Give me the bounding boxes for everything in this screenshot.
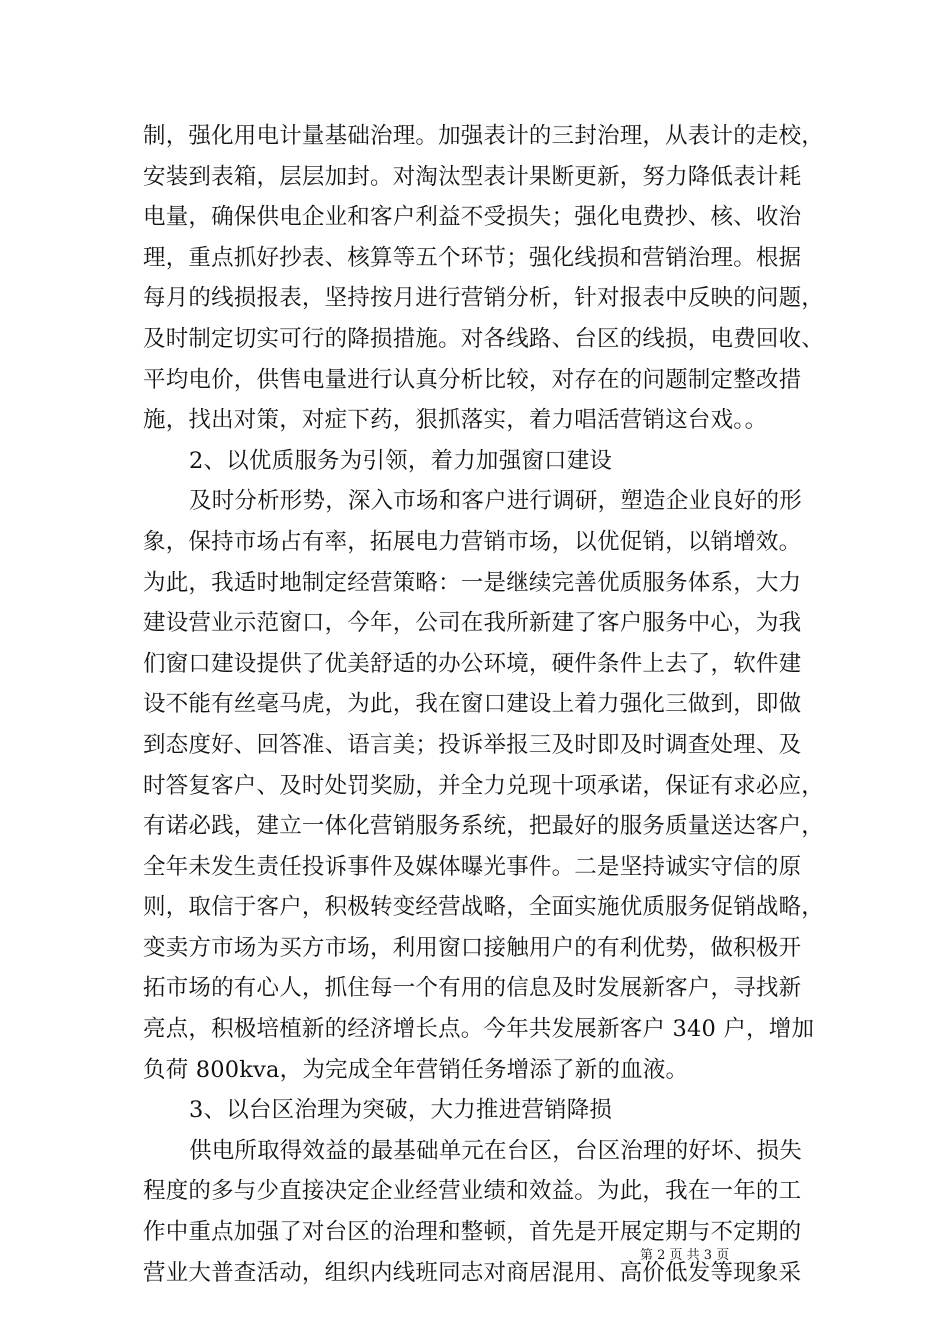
text-line: 全年未发生责任投诉事件及媒体曝光事件。二是坚持诚实守信的原 xyxy=(143,853,802,880)
text-line: 拓市场的有心人，抓住每一个有用的信息及时发展新客户，寻找新 xyxy=(143,975,802,1002)
text-line: 每月的线损报表，坚持按月进行营销分析，针对报表中反映的问题， xyxy=(143,285,825,312)
text-line: 理，重点抓好抄表、核算等五个环节；强化线损和营销治理。根据 xyxy=(143,244,802,271)
section-heading: 2、以优质服务为引领，着力加强窗口建设 xyxy=(189,447,613,474)
text-line: 营业大普查活动，组织内线班同志对商居混用、高价低发等现象采 xyxy=(143,1259,802,1286)
text-line: 电量，确保供电企业和客户利益不受损失；强化电费抄、核、收治 xyxy=(143,204,802,231)
text-line: 则，取信于客户，积极转变经营战略，全面实施优质服务促销战略， xyxy=(143,894,825,921)
text-line: 时答复客户、及时处罚奖励，并全力兑现十项承诺，保证有求必应， xyxy=(143,772,825,799)
text-line: 们窗口建设提供了优美舒适的办公环境，硬件条件上去了，软件建 xyxy=(143,650,802,677)
text-line: 安装到表箱，层层加封。对淘汰型表计果断更新，努力降低表计耗 xyxy=(143,163,802,190)
text-line: 施，找出对策，对症下药，狠抓落实，着力唱活营销这台戏。。 xyxy=(143,407,768,434)
text-line: 建设营业示范窗口，今年，公司在我所新建了客户服务中心，为我 xyxy=(143,610,802,637)
document-body xyxy=(143,116,831,1293)
text-line: 负荷 800kva，为完成全年营销任务增添了新的血液。 xyxy=(143,1056,689,1083)
section-heading: 3、以台区治理为突破，大力推进营销降损 xyxy=(189,1097,613,1124)
text-line: 象，保持市场占有率，拓展电力营销市场，以优促销，以销增效。 xyxy=(143,528,802,555)
text-line: 及时制定切实可行的降损措施。对各线路、台区的线损，电费回收、 xyxy=(143,325,825,352)
paragraph-first-line: 及时分析形势，深入市场和客户进行调研，塑造企业良好的形 xyxy=(189,488,802,515)
text-line: 程度的多与少直接决定企业经营业绩和效益。为此，我在一年的工 xyxy=(143,1178,802,1205)
text-line: 作中重点加强了对台区的治理和整顿，首先是开展定期与不定期的 xyxy=(143,1219,802,1246)
text-line: 有诺必践，建立一体化营销服务系统，把最好的服务质量送达客户， xyxy=(143,813,825,840)
text-line: 制，强化用电计量基础治理。加强表计的三封治理，从表计的走校， xyxy=(143,123,825,149)
text-line: 变卖方市场为买方市场，利用窗口接触用户的有利优势，做积极开 xyxy=(143,934,802,961)
text-line: 亮点，积极培植新的经济增长点。今年共发展新客户 340 户，增加 xyxy=(143,1016,815,1043)
text-line: 设不能有丝毫马虎，为此，我在窗口建设上着力强化三做到，即做 xyxy=(143,691,802,718)
page-number-footer: 第 2 页 共 3 页 xyxy=(640,1248,730,1263)
text-line: 到态度好、回答准、语言美；投诉举报三及时即及时调查处理、及 xyxy=(143,731,802,758)
text-line: 为此，我适时地制定经营策略：一是继续完善优质服务体系，大力 xyxy=(143,569,802,596)
paragraph-first-line: 供电所取得效益的最基础单元在台区，台区治理的好坏、损失 xyxy=(189,1137,802,1164)
text-line: 平均电价，供售电量进行认真分析比较，对存在的问题制定整改措 xyxy=(143,366,802,393)
